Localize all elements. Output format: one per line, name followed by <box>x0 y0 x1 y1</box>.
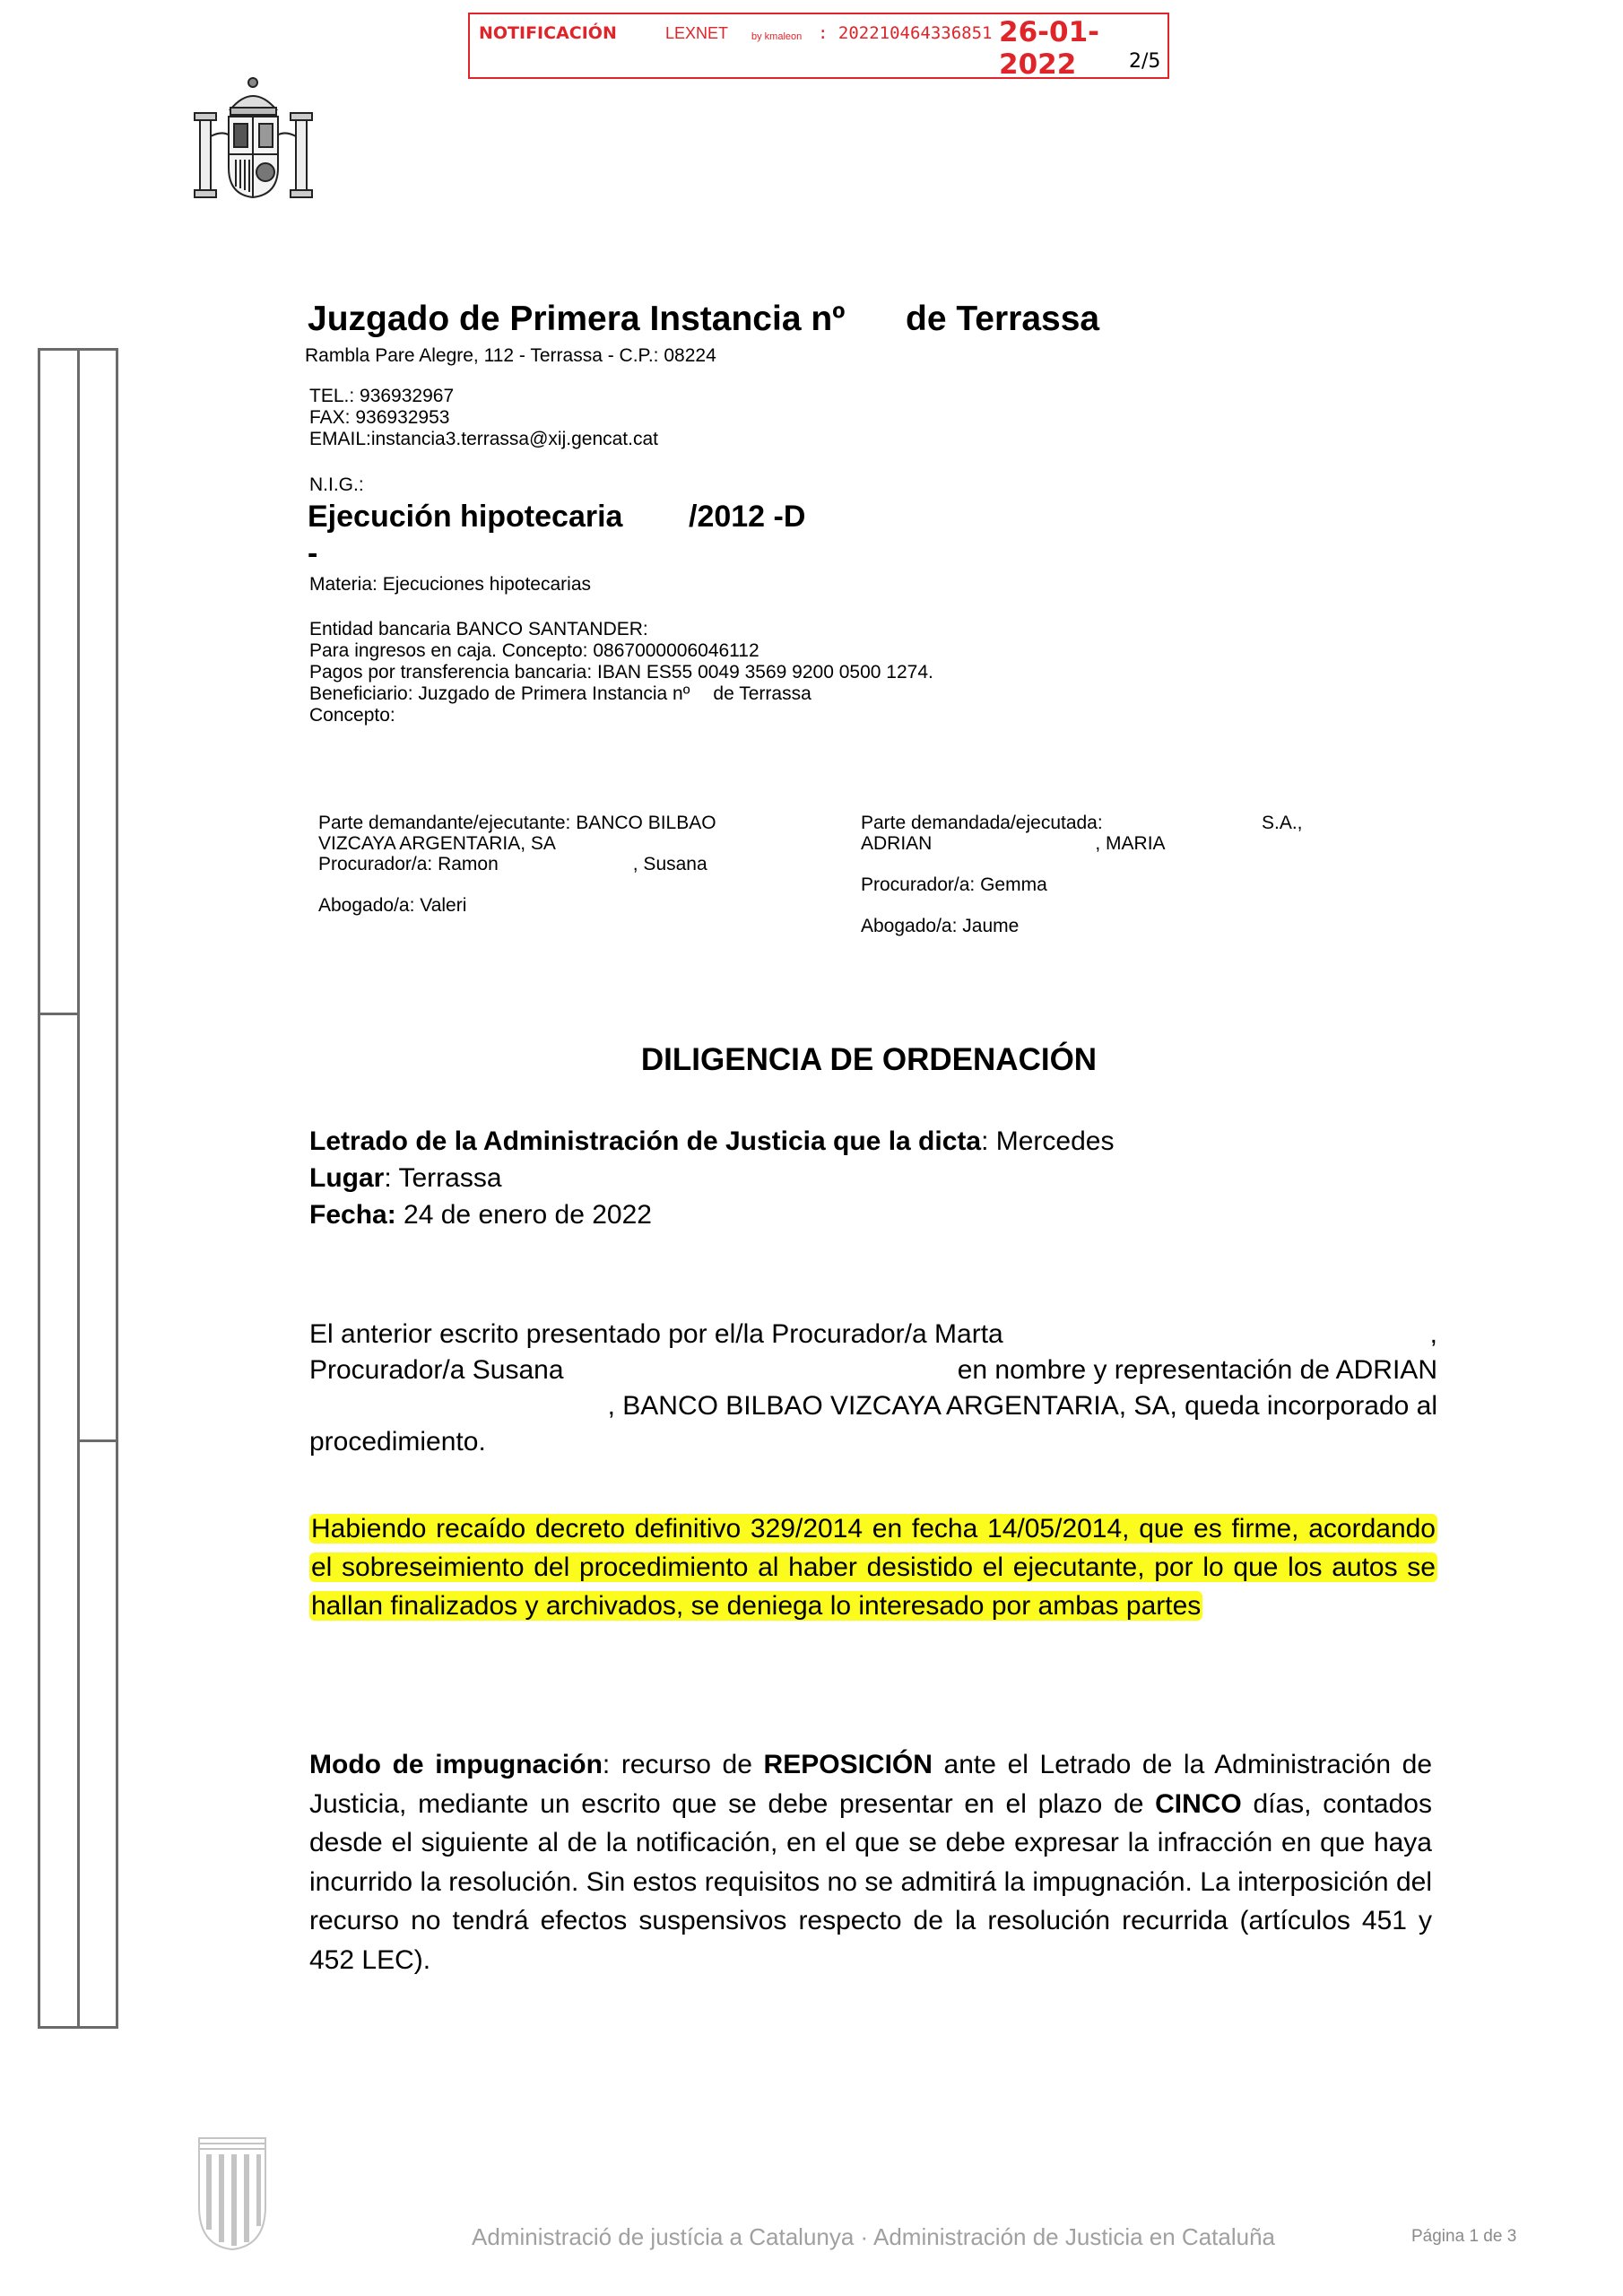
notification-pages: 2/5 <box>1129 50 1161 73</box>
notification-stamp <box>468 13 1169 79</box>
paragraph-decreto <box>309 1509 1437 1625</box>
p1-line2: Procurador/a Susana en nombre y representación de ADRIAN <box>309 1355 1437 1385</box>
defendant-lawyer: Abogado/a: Jaume <box>861 916 1020 936</box>
bank-beneficiary: Beneficiario: Juzgado de Primera Instancia nº de Terrassa <box>309 683 812 704</box>
bank-entity: Entidad bancaria BANCO SANTANDER: <box>309 619 648 639</box>
case-dash: - <box>308 536 318 570</box>
paragraph-impugnacion: Modo de impugnación: recurso de REPOSICIÓN ante el Letrado de la Administración de Justicia, mediante un escrito que se debe presentar en el plazo de CINCO días, contados desde el siguiente al de la notificación, en el que se debe expresar la infracción en que haya incurrido la resolución. Sin estos requisitos no se admitirá la impugnación. La interposición del recurso no tendrá efectos suspensivos respecto de la resolución recurrida (artículos 451 y 452 LEC). <box>309 1750 1432 1975</box>
fecha-line: Fecha: 24 de enero de 2022 <box>309 1200 652 1230</box>
p1-line4: procedimiento. <box>309 1427 486 1457</box>
court-title-city: de Terrassa <box>906 300 1100 338</box>
nig-label: N.I.G.: <box>309 474 364 495</box>
case-materia: Materia: Ejecuciones hipotecarias <box>309 574 591 595</box>
court-title: Juzgado de Primera Instancia nº <box>308 300 846 338</box>
case-type: Ejecución hipotecaria <box>308 500 623 534</box>
notification-label: NOTIFICACIÓN <box>479 23 617 43</box>
bank-transfer: Pagos por transferencia bancaria: IBAN ES55 0049 3569 9200 0500 1274. <box>309 662 933 683</box>
defendant-sa: S.A., <box>1262 813 1303 833</box>
plaintiff-procurator: Procurador/a: Ramon , Susana <box>318 854 707 874</box>
court-fax: FAX: 936932953 <box>309 407 450 428</box>
defendant-block <box>861 813 1327 936</box>
plaintiff-line1: Parte demandante/ejecutante: BANCO BILBAO <box>318 813 716 833</box>
defendant-line1: Parte demandada/ejecutada: S.A., <box>861 813 1303 833</box>
defendant-procurator: Procurador/a: Gemma <box>861 874 1047 895</box>
paragraph-escrito <box>309 1317 1437 1460</box>
notification-date: 26-01-2022 <box>999 16 1100 81</box>
p1-line3: , BANCO BILBAO VIZCAYA ARGENTARIA, SA, queda incorporado al <box>607 1391 1437 1421</box>
plaintiff-block <box>318 813 716 916</box>
spain-coat-of-arms-icon <box>193 74 314 204</box>
diligencia-meta <box>309 1123 1114 1233</box>
defendant-line2: ADRIAN , MARIA <box>861 833 1166 854</box>
notification-number: : 202210464336851 <box>818 23 993 43</box>
highlighted-text: Habiendo recaído decreto definitivo 329/2014 en fecha 14/05/2014, que es firme, acordando el sobreseimiento del procedimiento al haber desistido el ejecutante, por lo que los autos se hallan finalizados y archivados, se deniega lo interesado por ambas partes <box>311 1514 1436 1621</box>
notification-by: by kmaleon <box>751 31 803 42</box>
bank-info <box>309 619 933 726</box>
court-email: EMAIL:instancia3.terrassa@xij.gencat.cat <box>309 429 658 449</box>
bank-cash: Para ingresos en caja. Concepto: 0867000006046112 <box>309 640 759 661</box>
bank-concept: Concepto: <box>309 705 395 726</box>
case-number: /2012 -D <box>689 500 806 534</box>
plaintiff-line2: VIZCAYA ARGENTARIA, SA <box>318 833 556 854</box>
footer-text: Administració de justícia a Catalunya · Administración de Justicia en Cataluña <box>472 2223 1276 2250</box>
letrado-line: Letrado de la Administración de Justicia que la dicta: Mercedes <box>309 1126 1115 1156</box>
lugar-line: Lugar: Terrassa <box>309 1163 502 1193</box>
notification-system: LEXNET <box>665 24 729 42</box>
margin-frame <box>38 348 118 2029</box>
plaintiff-lawyer: Abogado/a: Valeri <box>318 895 467 916</box>
court-tel: TEL.: 936932967 <box>309 386 455 406</box>
p1-line1: El anterior escrito presentado por el/la Procurador/a Marta , <box>309 1319 1437 1349</box>
diligencia-heading: DILIGENCIA DE ORDENACIÓN <box>640 1042 1098 1077</box>
court-address: Rambla Pare Alegre, 112 - Terrassa - C.P.: 08224 <box>305 345 716 366</box>
catalonia-emblem-icon <box>195 2135 269 2253</box>
page-number: Página 1 de 3 <box>1411 2227 1517 2246</box>
